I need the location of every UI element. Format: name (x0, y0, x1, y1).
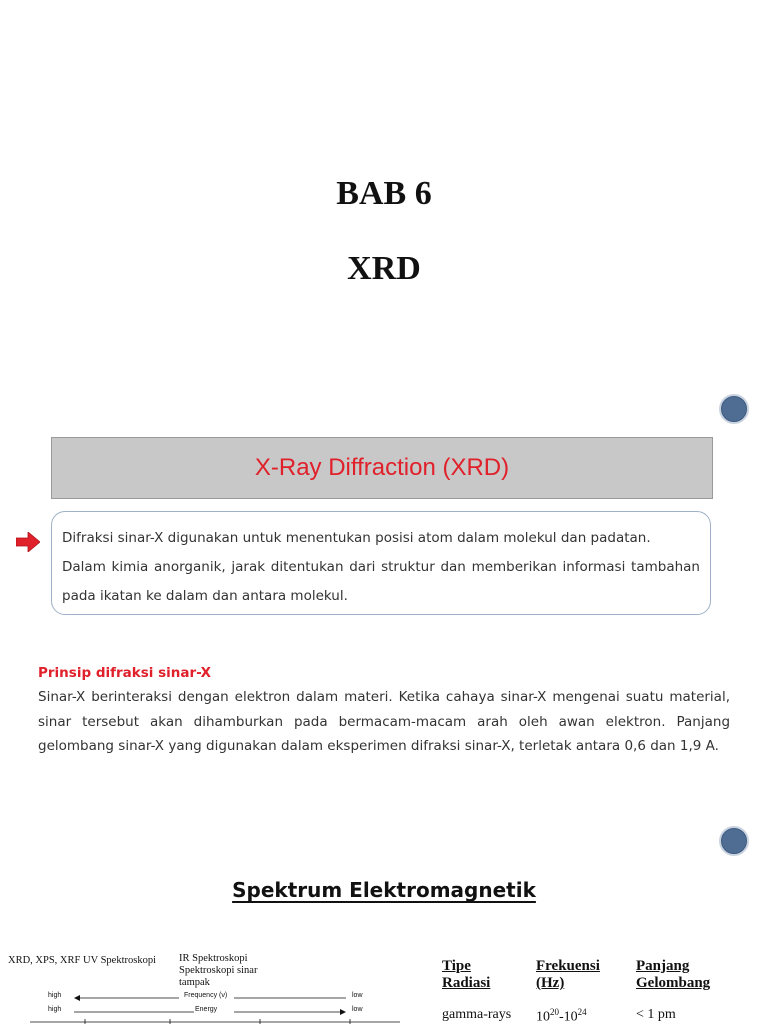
freq-low-label: low (352, 992, 363, 999)
spectrum-scale-bar (30, 1019, 400, 1024)
slide-bullet-icon (719, 394, 749, 424)
energy-low-label: low (352, 1006, 363, 1013)
red-arrow-icon (16, 532, 40, 552)
principle-paragraph-2: Panjang gelombang sinar-X yang digunakan dalam eksperimen difraksi sinar-X, terletak antara 0,6 dan 1,9 A. (38, 713, 731, 754)
table-header-wavelength: Panjang Gelombang (636, 958, 711, 991)
description-line-1: Difraksi sinar-X digunakan untuk menentukan posisi atom dalam molekul dan padatan. (62, 530, 651, 546)
xrd-title: X-Ray Diffraction (XRD) (254, 454, 510, 481)
description-line-2: Dalam kimia anorganik, jarak ditentukan dari struktur dan memberikan informasi tambahan pada ikatan ke dalam dan antara molekul. (62, 559, 700, 604)
principle-text (38, 685, 730, 759)
figure-label-right (179, 953, 257, 989)
slide-bullet-icon (719, 826, 749, 856)
figure-label-right-3: tampak (179, 977, 210, 988)
energy-high-label: high (48, 1006, 62, 1013)
figure-label-right-2: Spektroskopi sinar (179, 965, 258, 976)
table-cell-wavelength: < 1 pm (636, 1007, 676, 1022)
figure-label-right-1: IR Spektroskopi (179, 953, 248, 964)
table-header-type: Tipe Radiasi (442, 958, 491, 991)
table-header-frequency: Frekuensi (Hz) (536, 958, 600, 991)
description-box (51, 511, 711, 615)
figure-label-left: XRD, XPS, XRF UV Spektroskopi (8, 955, 156, 966)
energy-label: Energy (195, 1006, 218, 1013)
topic-title: XRD (347, 250, 421, 287)
principle-paragraph-1: Sinar-X berinteraksi dengan elektron dalam materi. Ketika cahaya sinar-X mengenai suatu material, sinar tersebut akan dihamburkan pada bermacam-macam arah oleh awan elektron. (38, 689, 730, 730)
frequency-label: Frequency (ν) (184, 992, 228, 999)
principle-title: Prinsip difraksi sinar-X (38, 665, 212, 681)
table-cell-type: gamma-rays (442, 1007, 512, 1022)
table-cell-frequency: $10^{20}-10^{24}$ (536, 1007, 587, 1025)
freq-high-label: high (48, 992, 62, 999)
chapter-title: BAB 6 (336, 175, 432, 212)
xrd-title-box (51, 437, 713, 499)
spectrum-title: Spektrum Elektromagnetik (232, 878, 536, 902)
